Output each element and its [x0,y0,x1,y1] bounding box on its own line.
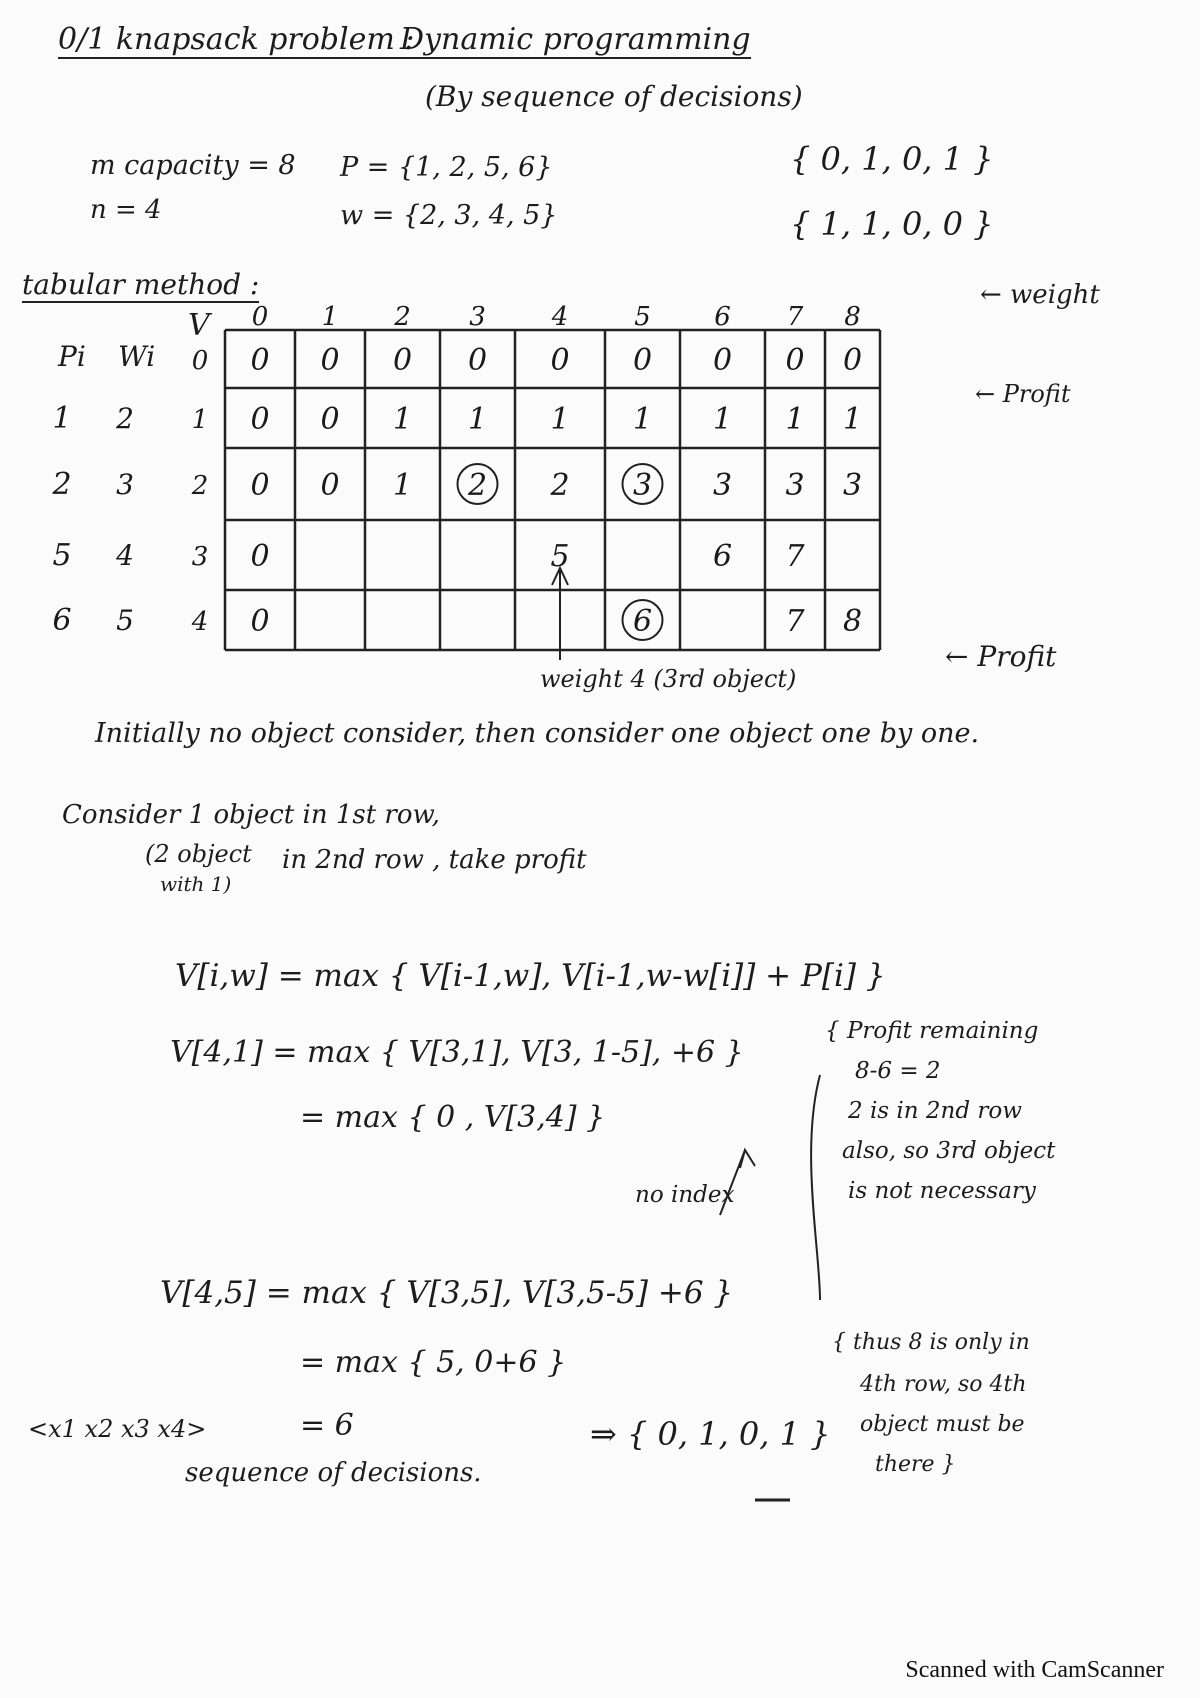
table-cell: 3 [842,468,863,503]
subtitle: (By sequence of decisions) [425,80,803,113]
table-cell: 0 [392,343,413,378]
table-cell: 3 [632,468,653,503]
formula-v45: V[4,5] = max { V[3,5], V[3,5-5] +6 } [160,1275,734,1311]
n-items: n = 4 [90,195,162,225]
remark-fourth-row: 4th row, so 4th [860,1372,1027,1397]
table-cell: 6 [632,604,653,639]
note-first-row: Consider 1 object in 1st row, [62,800,440,830]
table-cell: 1 [785,402,805,437]
row-index: 0 [191,346,209,376]
remark-third-object: also, so 3rd object [842,1138,1056,1164]
row-index: 3 [191,542,209,572]
col-header: 5 [634,302,651,332]
table-cell: 8 [842,604,863,639]
col-header: 3 [469,302,486,332]
tabular-method-heading: tabular method : [22,268,260,301]
table-cell: 7 [785,604,805,639]
col-header: 8 [844,302,861,332]
remark-second-row: 2 is in 2nd row [848,1098,1022,1124]
profit-row-label: ← Profit [975,380,1071,408]
table-cell: 0 [250,604,270,639]
col-header: 1 [321,302,339,332]
profits: P = {1, 2, 5, 6} [340,152,553,183]
note-second-row: in 2nd row , take profit [282,845,587,875]
col-header: 2 [394,302,411,332]
note-second-object: (2 object [145,840,252,868]
table-cell: 0 [250,468,270,503]
remark-profit-remaining: { Profit remaining [825,1018,1039,1044]
pi-value: 1 [52,401,72,436]
method-title: Dynamic programming [400,22,751,57]
formula-general: V[i,w] = max { V[i-1,w], V[i-1,w-w[i]] + P[i] } [175,958,886,994]
table-cell: 2 [467,468,488,503]
table-cell: 2 [550,468,570,503]
sequence-variables: <x1 x2 x3 x4> [28,1415,207,1443]
table-cell: 0 [550,343,570,378]
remark-there: there } [875,1452,956,1477]
table-cell: 1 [842,402,863,437]
wi-header: Wi [118,340,156,373]
arrow-note: weight 4 (3rd object) [540,665,797,693]
table-cell: 1 [392,468,413,503]
row-index: 2 [191,471,209,501]
formula-v41: V[4,1] = max { V[3,1], V[3, 1-5], +6 } [170,1035,744,1070]
remark-thus-8: { thus 8 is only in [832,1330,1030,1355]
note-initially: Initially no object consider, then consider one object one by one. [95,718,980,749]
table-cell: 0 [320,468,340,503]
dp-table [0,0,1200,760]
wi-value: 5 [116,604,134,637]
table-cell: 0 [467,343,488,378]
scanner-watermark: Scanned with CamScanner [905,1657,1164,1683]
pi-value: 2 [52,467,72,502]
wi-value: 4 [116,539,134,572]
table-cell: 5 [550,539,570,574]
table-cell: 0 [320,402,340,437]
wi-value: 2 [116,402,134,435]
col-header: 0 [251,302,269,332]
col-header: 6 [714,302,731,332]
table-cell: 1 [550,402,570,437]
table-cell: 1 [632,402,653,437]
table-cell: 1 [467,402,488,437]
remark-not-necessary: is not necessary [848,1178,1036,1204]
table-cell: 0 [842,343,863,378]
answer-set-2: { 1, 1, 0, 0 } [790,205,994,243]
table-cell: 3 [785,468,805,503]
page-title: 0/1 knapsack problem : [58,22,415,57]
table-cell: 0 [785,343,805,378]
col-header: 4 [551,302,569,332]
no-index-note: no index [635,1182,735,1208]
formula-v45-result: = 6 [300,1408,354,1443]
profit-bottom-label: ← Profit [945,640,1057,673]
table-cell: 1 [712,402,733,437]
row-index: 4 [191,607,209,637]
table-cell: 6 [712,539,733,574]
remark-subtraction: 8-6 = 2 [855,1058,941,1084]
answer-set-1: { 0, 1, 0, 1 } [790,140,994,178]
table-cell: 0 [250,402,270,437]
final-result: ⇒ { 0, 1, 0, 1 } [590,1415,831,1453]
col-header: 7 [786,302,804,332]
row-index: 1 [191,405,209,435]
formula-v45-step: = max { 5, 0+6 } [300,1345,567,1380]
table-cell: 0 [320,343,340,378]
capacity: m capacity = 8 [90,150,296,181]
table-cell: 7 [785,539,805,574]
table-cell: 0 [250,539,270,574]
weights: w = {2, 3, 4, 5} [340,200,558,231]
table-cell: 3 [712,468,733,503]
table-cell: 1 [392,402,413,437]
table-cell: 0 [250,343,270,378]
v-label: V [188,308,210,343]
remark-must-be: object must be [860,1412,1025,1437]
formula-v41-step: = max { 0 , V[3,4] } [300,1100,606,1135]
pi-value: 6 [52,603,72,638]
note-with-one: with 1) [160,872,232,896]
table-cell: 0 [632,343,653,378]
weight-axis-label: ← weight [980,280,1100,310]
sequence-label: sequence of decisions. [185,1458,482,1488]
wi-value: 3 [116,468,134,501]
table-cell: 0 [712,343,733,378]
pi-header: Pi [58,340,86,373]
pi-value: 5 [52,538,72,573]
